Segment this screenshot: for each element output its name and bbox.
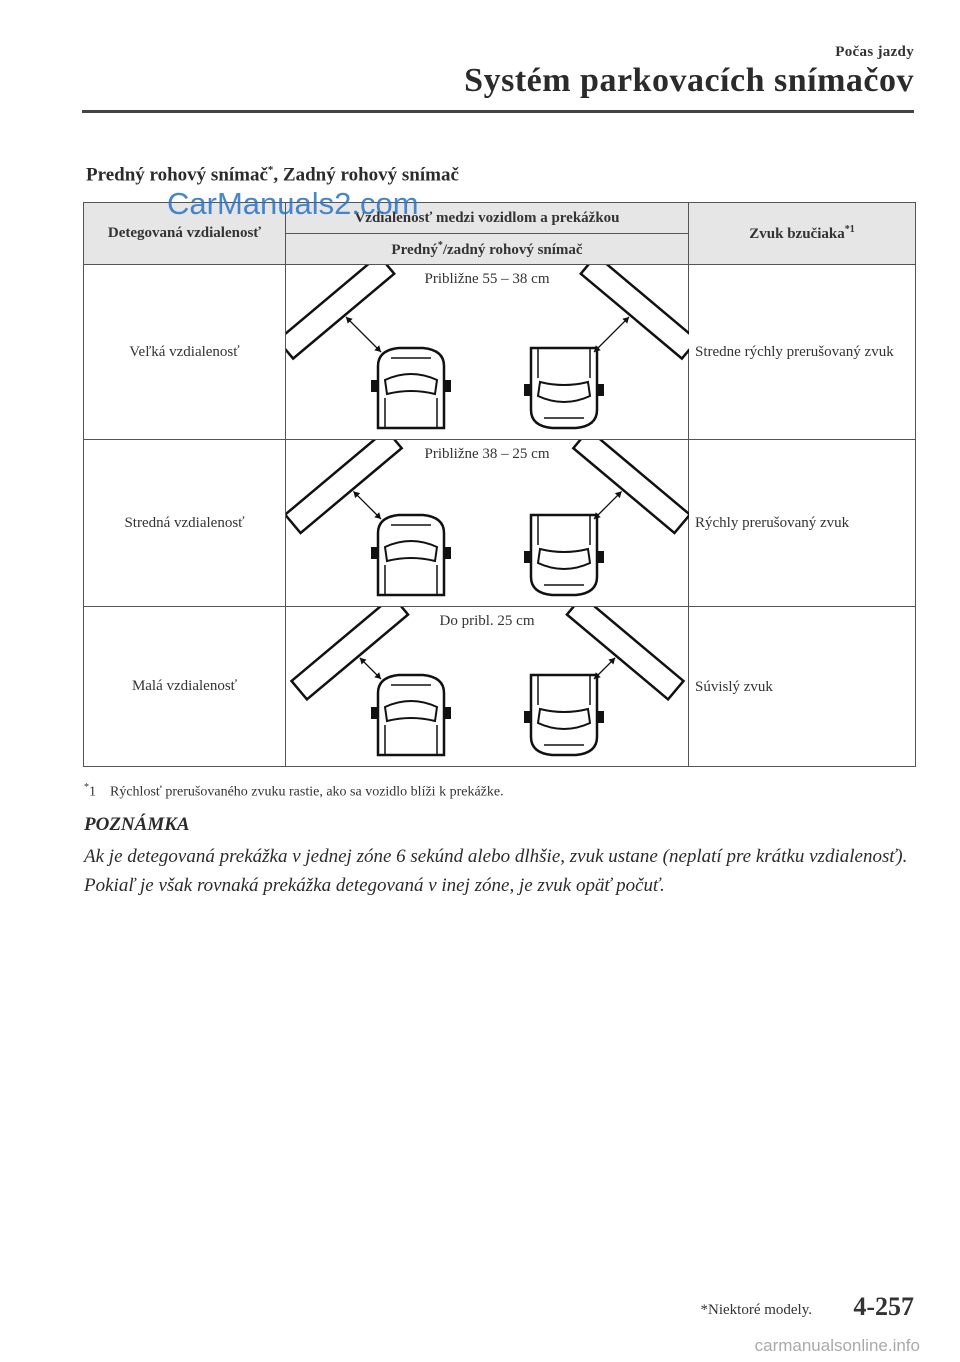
col-header-sensor — [286, 234, 689, 265]
buzzer-header-sup: *1 — [844, 224, 855, 235]
table-row — [84, 440, 916, 607]
table-row — [84, 265, 916, 440]
diagram-cell — [286, 607, 689, 767]
car-windshield — [538, 382, 590, 402]
car-mirror — [371, 547, 379, 559]
footer-models-note: *Niektoré modely. — [700, 1302, 812, 1318]
distance-cell: Malá vzdialenosť — [84, 607, 286, 767]
car-icon — [524, 675, 604, 755]
car-mirror — [596, 551, 604, 563]
car-icon — [524, 348, 604, 428]
table-row — [84, 607, 916, 767]
car-windshield — [385, 541, 437, 561]
section-subtitle: Počas jazdy — [835, 44, 914, 60]
car-mirror — [596, 711, 604, 723]
distance-cell: Veľká vzdialenosť — [84, 265, 286, 440]
car-mirror — [443, 707, 451, 719]
car-windshield — [385, 374, 437, 394]
sensor-diagram — [286, 440, 689, 607]
buzzer-header-label: Zvuk bzučiaka — [749, 226, 845, 242]
car-windshield — [385, 701, 437, 721]
car-mirror — [371, 707, 379, 719]
diagram-cell — [286, 265, 689, 440]
obstacle-bar — [581, 265, 689, 359]
car-icon — [371, 348, 451, 428]
diagram-cell — [286, 440, 689, 607]
distance-arrow — [594, 317, 629, 352]
footnote-mark: * — [84, 782, 89, 793]
page-heading — [86, 164, 459, 186]
col-header-distance: Detegovaná vzdialenosť — [84, 203, 286, 265]
sound-cell: Stredne rýchly prerušovaný zvuk — [689, 265, 916, 440]
col-header-buzzer — [689, 203, 916, 265]
car-icon — [371, 515, 451, 595]
footnote-number: 1 — [89, 784, 96, 800]
heading-star: * — [267, 164, 274, 176]
car-mirror — [443, 547, 451, 559]
sensor-table — [83, 202, 916, 767]
section-title: Systém parkovacích snímačov — [464, 62, 914, 99]
note-text: Ak je detegovaná prekážka v jednej zóne 6 sekúnd alebo dlhšie, zvuk ustane (neplatí pre krátku vzdialenosť). Pokiaľ je však rovnaká prekážka detegovaná v inej zóne, je zvuk opäť počuť. — [84, 846, 908, 896]
page-number: 4-257 — [853, 1292, 914, 1321]
obstacle-bar — [286, 265, 394, 359]
footer-site-watermark: carmanualsonline.info — [754, 1336, 920, 1355]
car-icon — [371, 675, 451, 755]
range-label: Približne 38 – 25 cm — [424, 446, 550, 462]
heading-part1: Predný rohový snímač — [86, 164, 268, 186]
header-rule — [82, 110, 914, 113]
car-mirror — [371, 380, 379, 392]
distance-arrow — [346, 317, 381, 352]
sensor-diagram — [286, 607, 689, 767]
car-windshield — [538, 709, 590, 729]
car-mirror — [524, 711, 532, 723]
watermark-logo: CarManuals2.com — [167, 186, 419, 221]
car-windshield — [538, 549, 590, 569]
range-label: Do pribl. 25 cm — [439, 613, 535, 629]
footnote — [84, 782, 504, 801]
sound-cell: Súvislý zvuk — [689, 607, 916, 767]
sensor-header-b: /zadný rohový snímač — [442, 241, 583, 258]
range-label: Približne 55 – 38 cm — [424, 271, 550, 287]
heading-part2: , Zadný rohový snímač — [273, 164, 459, 186]
car-mirror — [596, 384, 604, 396]
distance-cell: Stredná vzdialenosť — [84, 440, 286, 607]
car-mirror — [443, 380, 451, 392]
footnote-text: Rýchlosť prerušovaného zvuku rastie, ako sa vozidlo blíži k prekážke. — [110, 784, 504, 800]
car-icon — [524, 515, 604, 595]
car-mirror — [524, 384, 532, 396]
col-header-vehicle-distance: Vzdialenosť medzi vozidlom a prekážkou — [286, 203, 689, 234]
sensor-header-star: * — [437, 239, 443, 251]
sensor-header-a: Predný — [391, 241, 438, 258]
note-title: POZNÁMKA — [84, 814, 190, 835]
sensor-diagram — [286, 265, 689, 440]
car-mirror — [524, 551, 532, 563]
sound-cell: Rýchly prerušovaný zvuk — [689, 440, 916, 607]
